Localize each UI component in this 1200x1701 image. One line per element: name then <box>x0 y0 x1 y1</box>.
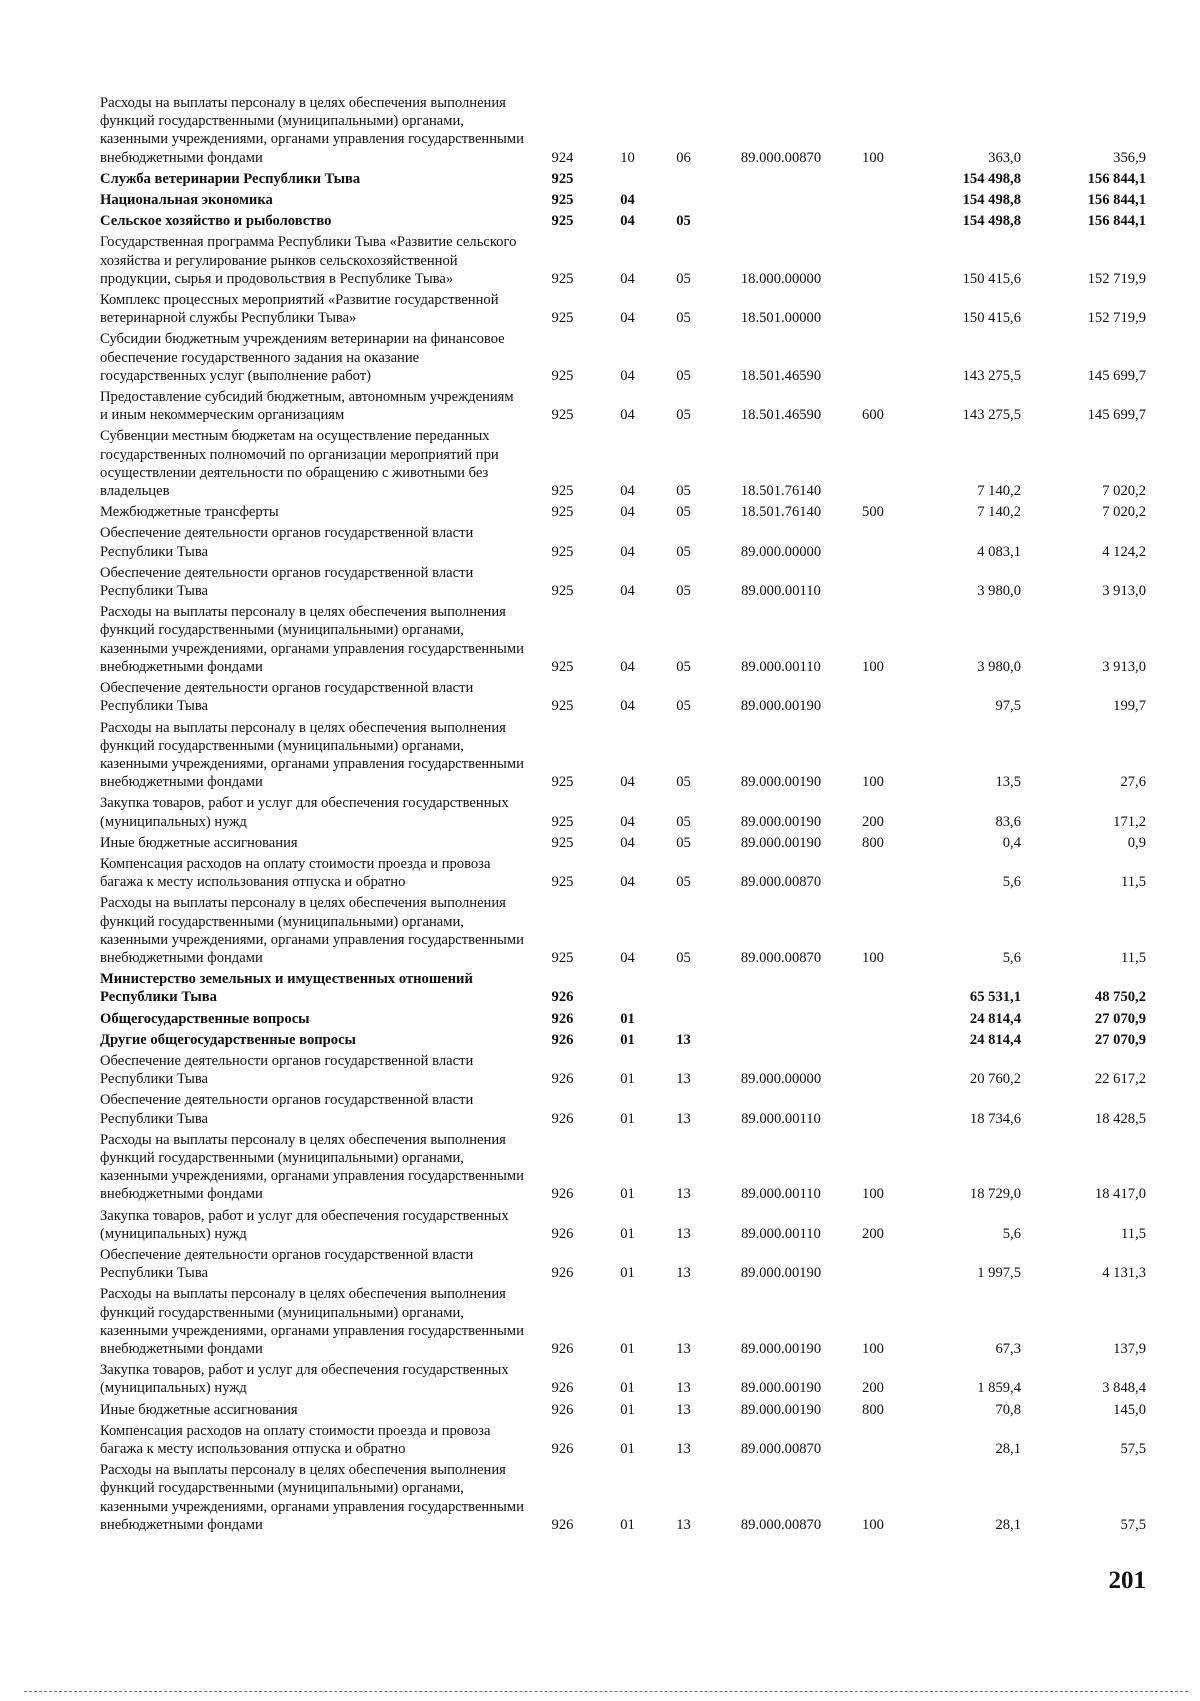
row-description: Закупка товаров, работ и услуг для обеспечения государственных (муниципальных) нужд <box>100 1207 509 1242</box>
row-expense-type-code <box>850 1031 896 1052</box>
row-section-code: 04 <box>620 483 635 500</box>
row-description: Субвенции местным бюджетам на осуществление переданных государственных полномочий по организации мероприятий при осуществлении деятельности по обращению с животными без владельцев <box>100 428 499 500</box>
row-description: Компенсация расходов на оплату стоимости проезда и провоза багажа к месту использования отпуска и обратно <box>100 855 491 891</box>
row-subsection-code: 05 <box>676 367 691 384</box>
row-target-article-code <box>712 191 850 212</box>
row-amount-year-2: 57,5 <box>1120 1441 1146 1458</box>
row-admin-code: 926 <box>551 1010 574 1027</box>
row-section-code: 04 <box>620 192 635 209</box>
table-row <box>100 855 1146 894</box>
table-row <box>100 794 1146 833</box>
row-admin-code: 925 <box>551 270 574 287</box>
table-row <box>100 427 1146 503</box>
row-amount-year-1: 18 734,6 <box>969 1110 1021 1127</box>
row-expense-type-code <box>850 291 896 330</box>
row-target-article-code: 89.000.00870 <box>740 1441 822 1458</box>
row-admin-code: 925 <box>551 504 574 521</box>
table-row <box>100 1091 1146 1130</box>
row-target-article-code: 89.000.00000 <box>740 1071 822 1088</box>
table-row <box>100 1401 1146 1422</box>
table-row <box>100 1361 1146 1400</box>
row-admin-code: 926 <box>551 1265 574 1282</box>
row-amount-year-1: 24 814,4 <box>969 1010 1021 1027</box>
row-section-code: 04 <box>620 504 635 521</box>
row-subsection-code: 13 <box>676 1071 691 1088</box>
row-admin-code: 925 <box>551 813 574 830</box>
row-section-code: 01 <box>620 1341 635 1357</box>
row-description: Обеспечение деятельности органов государственной власти Республики Тыва <box>100 1246 474 1282</box>
table-row <box>100 1422 1146 1461</box>
row-admin-code: 925 <box>551 658 574 675</box>
row-admin-code: 925 <box>551 698 574 715</box>
row-expense-type-code: 100 <box>862 1186 884 1203</box>
row-section-code: 01 <box>620 1110 635 1127</box>
row-description: Другие общегосударственные вопросы <box>100 1031 356 1048</box>
row-amount-year-2: 145 699,7 <box>1087 407 1146 424</box>
row-expense-type-code <box>850 855 896 894</box>
row-section-code <box>600 170 655 191</box>
row-description: Иные бюджетные ассигнования <box>100 1401 298 1418</box>
row-subsection-code: 05 <box>676 270 691 287</box>
scan-edge-line <box>24 1691 1188 1692</box>
row-section-code: 04 <box>620 543 635 560</box>
row-amount-year-1: 154 498,8 <box>962 192 1021 209</box>
row-target-article-code: 89.000.00870 <box>740 149 822 166</box>
row-subsection-code: 05 <box>676 583 691 600</box>
table-row <box>100 1461 1146 1537</box>
row-amount-year-1: 24 814,4 <box>969 1031 1021 1048</box>
row-subsection-code: 13 <box>676 1401 691 1418</box>
row-description: Компенсация расходов на оплату стоимости проезда и провоза багажа к месту использования отпуска и обратно <box>100 1422 491 1458</box>
row-section-code: 04 <box>620 698 635 715</box>
row-expense-type-code <box>850 679 896 718</box>
row-target-article-code: 18.501.46590 <box>740 367 822 384</box>
row-subsection-code: 05 <box>676 310 691 327</box>
row-amount-year-2: 156 844,1 <box>1087 213 1146 230</box>
row-section-code: 04 <box>620 813 635 830</box>
row-amount-year-2: 156 844,1 <box>1087 170 1146 187</box>
table-row <box>100 834 1146 855</box>
row-amount-year-1: 70,8 <box>995 1401 1021 1418</box>
row-target-article-code: 89.000.00190 <box>740 1265 822 1282</box>
row-section-code: 10 <box>620 149 635 166</box>
row-subsection-code: 05 <box>676 543 691 560</box>
row-admin-code: 926 <box>551 1110 574 1127</box>
row-amount-year-1: 67,3 <box>995 1341 1021 1357</box>
row-expense-type-code <box>850 330 896 388</box>
table-row <box>100 1207 1146 1246</box>
row-admin-code: 926 <box>551 1225 574 1242</box>
row-amount-year-2: 27 070,9 <box>1094 1031 1146 1048</box>
row-subsection-code: 13 <box>676 1186 691 1203</box>
table-row <box>100 1131 1146 1207</box>
row-amount-year-2: 171,2 <box>1113 813 1146 830</box>
table-row <box>100 1285 1146 1361</box>
row-subsection-code: 05 <box>676 698 691 715</box>
row-amount-year-2: 145 699,7 <box>1087 367 1146 384</box>
row-amount-year-2: 4 124,2 <box>1102 543 1146 560</box>
row-amount-year-2: 152 719,9 <box>1087 270 1146 287</box>
row-amount-year-2: 145,0 <box>1113 1401 1146 1418</box>
row-subsection-code: 13 <box>676 1516 691 1533</box>
row-subsection-code: 05 <box>676 483 691 500</box>
row-section-code: 04 <box>620 834 635 851</box>
table-row <box>100 1031 1146 1052</box>
row-subsection-code: 13 <box>676 1265 691 1282</box>
row-amount-year-1: 4 083,1 <box>977 543 1021 560</box>
row-target-article-code <box>712 1031 850 1052</box>
row-target-article-code: 89.000.00190 <box>740 774 822 791</box>
row-expense-type-code <box>850 564 896 603</box>
row-description: Обеспечение деятельности органов государственной власти Республики Тыва <box>100 680 474 715</box>
row-expense-type-code: 100 <box>862 658 884 675</box>
table-row <box>100 233 1146 291</box>
row-description: Иные бюджетные ассигнования <box>100 834 298 851</box>
row-section-code: 01 <box>620 1225 635 1242</box>
row-target-article-code: 18.501.00000 <box>740 310 822 327</box>
row-target-article-code: 89.000.00190 <box>740 1380 822 1397</box>
row-description: Расходы на выплаты персоналу в целях обеспечения выполнения функций государственными (муниципальными) органами, казенными учреждениями, органами управления государственными внебюджетными фондами <box>100 604 524 675</box>
row-target-article-code <box>712 970 850 1009</box>
row-description: Комплекс процессных мероприятий «Развитие государственной ветеринарной службы Республики Тыва» <box>100 292 499 327</box>
row-admin-code: 926 <box>551 1341 574 1357</box>
row-amount-year-1: 7 140,2 <box>977 504 1021 521</box>
row-subsection-code: 13 <box>676 1031 691 1048</box>
row-description: Расходы на выплаты персоналу в целях обеспечения выполнения функций государственными (муниципальными) органами, казенными учреждениями, органами управления государственными внебюджетными фондами <box>100 1131 524 1203</box>
row-description: Расходы на выплаты персоналу в целях обеспечения выполнения функций государственными (муниципальными) органами, казенными учреждениями, органами управления государственными внебюджетными фондами <box>100 95 524 166</box>
row-amount-year-2: 11,5 <box>1121 874 1146 891</box>
row-description: Обеспечение деятельности органов государственной власти Республики Тыва <box>100 1052 474 1088</box>
row-target-article-code: 18.501.46590 <box>740 407 822 424</box>
row-admin-code: 925 <box>551 310 574 327</box>
row-target-article-code: 18.000.00000 <box>740 270 822 287</box>
row-target-article-code: 89.000.00190 <box>740 698 822 715</box>
table-row <box>100 388 1146 427</box>
row-expense-type-code: 200 <box>862 813 884 830</box>
row-amount-year-2: 7 020,2 <box>1102 504 1146 521</box>
row-admin-code: 925 <box>551 774 574 791</box>
row-admin-code: 925 <box>551 367 574 384</box>
row-target-article-code <box>712 1010 850 1031</box>
row-section-code: 04 <box>620 310 635 327</box>
row-expense-type-code <box>850 524 896 563</box>
table-row <box>100 1052 1146 1091</box>
row-amount-year-2: 199,7 <box>1113 698 1146 715</box>
row-admin-code: 926 <box>551 1071 574 1088</box>
row-admin-code: 925 <box>551 949 574 966</box>
row-section-code: 04 <box>620 874 635 891</box>
row-expense-type-code: 100 <box>862 774 884 791</box>
row-section-code: 04 <box>620 658 635 675</box>
row-admin-code: 925 <box>551 170 574 187</box>
row-amount-year-2: 57,5 <box>1120 1516 1146 1533</box>
row-expense-type-code: 100 <box>862 949 884 966</box>
row-amount-year-1: 3 980,0 <box>977 583 1021 600</box>
row-target-article-code <box>712 170 850 191</box>
row-admin-code: 926 <box>551 1186 574 1203</box>
row-target-article-code: 89.000.00190 <box>740 1341 822 1357</box>
row-amount-year-2: 11,5 <box>1121 949 1146 966</box>
row-amount-year-2: 3 913,0 <box>1102 658 1146 675</box>
row-target-article-code: 89.000.00870 <box>740 949 822 966</box>
row-amount-year-1: 150 415,6 <box>962 310 1021 327</box>
row-amount-year-1: 5,6 <box>1002 1225 1021 1242</box>
row-expense-type-code: 200 <box>862 1225 884 1242</box>
row-target-article-code: 89.000.00190 <box>740 813 822 830</box>
row-admin-code: 926 <box>551 1380 574 1397</box>
table-row <box>100 330 1146 388</box>
row-subsection-code: 05 <box>676 813 691 830</box>
row-amount-year-1: 363,0 <box>988 149 1021 166</box>
row-description: Сельское хозяйство и рыболовство <box>100 213 332 230</box>
page-number: 201 <box>1108 1567 1146 1594</box>
row-target-article-code: 89.000.00110 <box>741 1225 821 1242</box>
row-target-article-code: 89.000.00870 <box>740 874 822 891</box>
row-target-article-code: 89.000.00190 <box>740 1401 822 1418</box>
row-subsection-code: 13 <box>676 1341 691 1357</box>
budget-table <box>100 94 1146 1537</box>
row-expense-type-code: 200 <box>862 1380 884 1397</box>
row-amount-year-1: 18 729,0 <box>969 1186 1021 1203</box>
table-row <box>100 170 1146 191</box>
row-admin-code: 925 <box>551 543 574 560</box>
row-section-code: 01 <box>620 1186 635 1203</box>
row-target-article-code: 89.000.00110 <box>741 1110 821 1127</box>
row-amount-year-1: 154 498,8 <box>962 213 1021 230</box>
table-row <box>100 1246 1146 1285</box>
row-amount-year-1: 1 997,5 <box>977 1265 1021 1282</box>
row-admin-code: 925 <box>551 213 574 230</box>
row-amount-year-2: 4 131,3 <box>1102 1265 1146 1282</box>
table-row <box>100 603 1146 679</box>
row-description: Субсидии бюджетным учреждениям ветеринарии на финансовое обеспечение государственного задания на оказание государственных услуг (выполнение работ) <box>100 331 505 384</box>
table-row <box>100 524 1146 563</box>
row-admin-code: 925 <box>551 192 574 209</box>
row-section-code: 04 <box>620 367 635 384</box>
row-section-code: 01 <box>620 1401 635 1418</box>
row-subsection-code: 05 <box>676 407 691 424</box>
row-subsection-code: 05 <box>676 874 691 891</box>
row-amount-year-1: 150 415,6 <box>962 270 1021 287</box>
budget-table-body <box>100 94 1146 1537</box>
row-expense-type-code: 100 <box>862 1341 884 1357</box>
table-row <box>100 679 1146 718</box>
row-amount-year-2: 3 913,0 <box>1102 583 1146 600</box>
row-amount-year-1: 3 980,0 <box>977 658 1021 675</box>
row-subsection-code <box>655 191 712 212</box>
row-description: Национальная экономика <box>100 192 273 209</box>
row-admin-code: 926 <box>551 989 574 1006</box>
row-target-article-code: 89.000.00870 <box>740 1516 822 1533</box>
row-description: Обеспечение деятельности органов государственной власти Республики Тыва <box>100 525 474 560</box>
row-admin-code: 925 <box>551 834 574 851</box>
row-expense-type-code: 100 <box>862 1516 884 1533</box>
row-amount-year-2: 137,9 <box>1113 1341 1146 1357</box>
row-expense-type-code <box>850 1246 896 1285</box>
row-expense-type-code: 100 <box>862 149 884 166</box>
row-section-code: 04 <box>620 213 635 230</box>
table-row <box>100 503 1146 524</box>
row-description: Межбюджетные трансферты <box>100 504 279 521</box>
row-amount-year-1: 13,5 <box>995 774 1021 791</box>
row-subsection-code <box>655 1010 712 1031</box>
row-description: Обеспечение деятельности органов государственной власти Республики Тыва <box>100 564 474 600</box>
row-section-code: 04 <box>620 583 635 600</box>
row-amount-year-2: 18 428,5 <box>1094 1110 1146 1127</box>
row-target-article-code: 89.000.00000 <box>740 543 822 560</box>
row-admin-code: 924 <box>551 149 574 166</box>
row-description: Расходы на выплаты персоналу в целях обеспечения выполнения функций государственными (муниципальными) органами, казенными учреждениями, органами управления государственными внебюджетными фондами <box>100 719 524 791</box>
row-amount-year-1: 143 275,5 <box>962 407 1021 424</box>
row-amount-year-1: 83,6 <box>995 813 1021 830</box>
row-amount-year-2: 27 070,9 <box>1094 1010 1146 1027</box>
row-expense-type-code: 800 <box>862 834 884 851</box>
row-section-code: 01 <box>620 1031 635 1048</box>
row-subsection-code: 13 <box>676 1380 691 1397</box>
row-subsection-code: 05 <box>676 834 691 851</box>
table-row <box>100 894 1146 970</box>
row-expense-type-code: 500 <box>862 504 884 521</box>
row-amount-year-2: 18 417,0 <box>1094 1186 1146 1203</box>
row-description: Обеспечение деятельности органов государственной власти Республики Тыва <box>100 1092 474 1127</box>
row-section-code: 01 <box>620 1265 635 1282</box>
row-description: Предоставление субсидий бюджетным, автономным учреждениям и иным некоммерческим организациям <box>100 389 514 424</box>
row-subsection-code: 05 <box>676 504 691 521</box>
row-expense-type-code <box>850 233 896 291</box>
row-amount-year-2: 22 617,2 <box>1094 1071 1146 1088</box>
table-row <box>100 970 1146 1009</box>
row-amount-year-2: 3 848,4 <box>1102 1380 1146 1397</box>
row-amount-year-2: 356,9 <box>1113 149 1146 166</box>
row-description: Государственная программа Республики Тыва «Развитие сельского хозяйства и регулирование рынков сельскохозяйственной продукции, сырья и продовольствия в Республике Тыва» <box>100 234 517 287</box>
row-section-code: 01 <box>620 1380 635 1397</box>
row-subsection-code: 05 <box>676 774 691 791</box>
row-amount-year-1: 143 275,5 <box>962 367 1021 384</box>
row-subsection-code: 05 <box>676 949 691 966</box>
row-description: Служба ветеринарии Республики Тыва <box>100 170 361 187</box>
row-admin-code: 926 <box>551 1516 574 1533</box>
row-section-code: 01 <box>620 1516 635 1533</box>
row-amount-year-1: 7 140,2 <box>977 483 1021 500</box>
row-target-article-code: 89.000.00110 <box>741 658 821 675</box>
row-section-code <box>600 970 655 1009</box>
row-amount-year-2: 156 844,1 <box>1087 192 1146 209</box>
row-subsection-code: 05 <box>676 213 691 230</box>
row-target-article-code: 18.501.76140 <box>740 504 822 521</box>
table-row <box>100 1010 1146 1031</box>
row-expense-type-code <box>850 1091 896 1130</box>
row-target-article-code: 89.000.00110 <box>741 583 821 600</box>
row-amount-year-1: 28,1 <box>995 1441 1021 1458</box>
row-subsection-code: 06 <box>676 149 691 166</box>
table-row <box>100 191 1146 212</box>
row-admin-code: 926 <box>551 1441 574 1458</box>
row-target-article-code: 89.000.00110 <box>741 1186 821 1203</box>
row-subsection-code: 05 <box>676 658 691 675</box>
row-amount-year-2: 152 719,9 <box>1087 310 1146 327</box>
row-description: Расходы на выплаты персоналу в целях обеспечения выполнения функций государственными (муниципальными) органами, казенными учреждениями, органами управления государственными внебюджетными фондами <box>100 1286 524 1357</box>
row-amount-year-1: 1 859,4 <box>977 1380 1021 1397</box>
row-amount-year-1: 97,5 <box>995 698 1021 715</box>
row-amount-year-1: 5,6 <box>1002 949 1021 966</box>
row-expense-type-code: 600 <box>862 407 884 424</box>
table-row <box>100 564 1146 603</box>
table-row <box>100 291 1146 330</box>
row-admin-code: 926 <box>551 1031 574 1048</box>
row-target-article-code: 18.501.76140 <box>740 483 822 500</box>
row-section-code: 01 <box>620 1010 635 1027</box>
row-expense-type-code <box>850 191 896 212</box>
row-expense-type-code: 800 <box>862 1401 884 1418</box>
row-description: Расходы на выплаты персоналу в целях обеспечения выполнения функций государственными (муниципальными) органами, казенными учреждениями, органами управления государственными внебюджетными фондами <box>100 895 524 966</box>
row-subsection-code: 13 <box>676 1110 691 1127</box>
row-amount-year-2: 7 020,2 <box>1102 483 1146 500</box>
row-section-code: 01 <box>620 1071 635 1088</box>
row-subsection-code: 13 <box>676 1441 691 1458</box>
row-section-code: 04 <box>620 270 635 287</box>
row-section-code: 01 <box>620 1441 635 1458</box>
row-section-code: 04 <box>620 774 635 791</box>
row-amount-year-1: 28,1 <box>995 1516 1021 1533</box>
row-subsection-code <box>655 170 712 191</box>
row-amount-year-1: 5,6 <box>1002 874 1021 891</box>
row-description: Закупка товаров, работ и услуг для обеспечения государственных (муниципальных) нужд <box>100 1362 509 1397</box>
table-row <box>100 719 1146 795</box>
row-admin-code: 926 <box>551 1401 574 1418</box>
row-expense-type-code <box>850 1010 896 1031</box>
row-expense-type-code <box>850 170 896 191</box>
row-amount-year-1: 154 498,8 <box>962 170 1021 187</box>
row-subsection-code <box>655 970 712 1009</box>
row-description: Закупка товаров, работ и услуг для обеспечения государственных (муниципальных) нужд <box>100 795 509 830</box>
row-admin-code: 925 <box>551 407 574 424</box>
row-amount-year-2: 11,5 <box>1121 1225 1146 1242</box>
row-target-article-code <box>712 212 850 233</box>
row-amount-year-2: 27,6 <box>1120 774 1146 791</box>
row-target-article-code: 89.000.00190 <box>740 834 822 851</box>
row-section-code: 04 <box>620 407 635 424</box>
row-amount-year-1: 20 760,2 <box>969 1071 1021 1088</box>
row-expense-type-code <box>850 1052 896 1091</box>
row-admin-code: 925 <box>551 483 574 500</box>
row-expense-type-code <box>850 1422 896 1461</box>
row-description: Общегосударственные вопросы <box>100 1010 310 1027</box>
row-description: Министерство земельных и имущественных отношений Республики Тыва <box>100 971 473 1006</box>
row-expense-type-code <box>850 970 896 1009</box>
row-amount-year-2: 48 750,2 <box>1094 989 1146 1006</box>
row-amount-year-1: 0,4 <box>1002 834 1021 851</box>
row-admin-code: 925 <box>551 583 574 600</box>
row-expense-type-code <box>850 427 896 503</box>
row-subsection-code: 13 <box>676 1225 691 1242</box>
row-expense-type-code <box>850 212 896 233</box>
row-description: Расходы на выплаты персоналу в целях обеспечения выполнения функций государственными (муниципальными) органами, казенными учреждениями, органами управления государственными внебюджетными фондами <box>100 1462 524 1533</box>
table-row <box>100 94 1146 170</box>
row-section-code: 04 <box>620 949 635 966</box>
table-row <box>100 212 1146 233</box>
row-admin-code: 925 <box>551 874 574 891</box>
row-amount-year-1: 65 531,1 <box>969 989 1021 1006</box>
row-amount-year-2: 0,9 <box>1127 834 1146 851</box>
